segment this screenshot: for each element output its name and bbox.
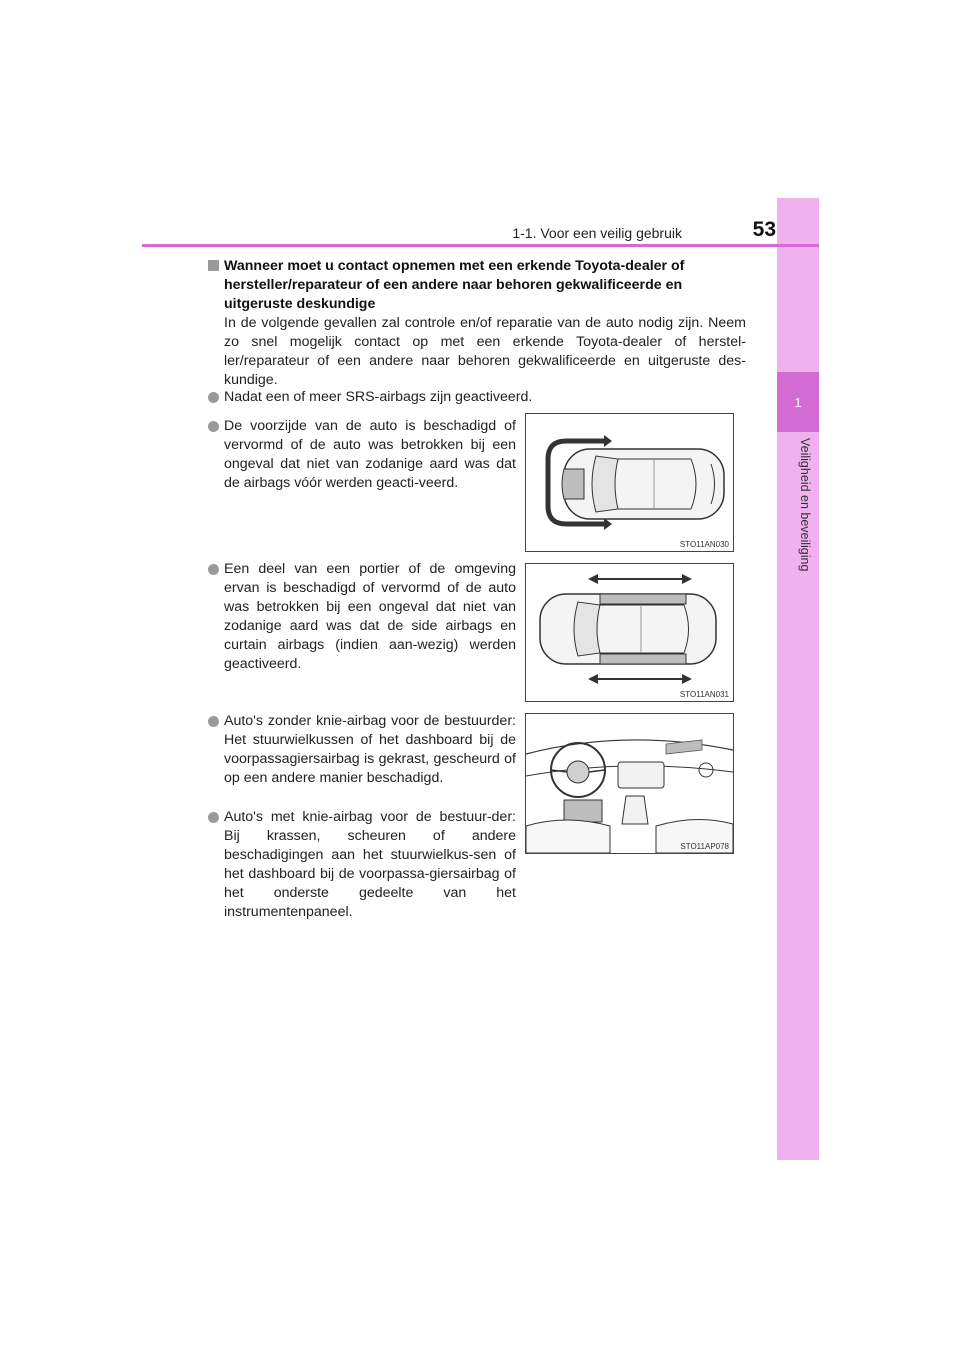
bullet-item [208,808,516,922]
figure-code: STO11AN030 [679,540,729,549]
side-impact-figure [525,563,734,702]
bullet-text: De voorzijde van de auto is beschadigd of vervormd of de auto was betrokken bij een ongeval dat niet van zodanige aard was dat de airbags vóór werden geacti-veerd. [224,418,516,491]
bullet-dot-icon [208,421,219,432]
header-rule [142,244,819,247]
bullet-dot-icon [208,812,219,823]
car-top-view-side-illustration [526,564,733,701]
bullet-text: Auto's zonder knie-airbag voor de bestuurder: Het stuurwielkussen of het dashboard bij de voorpassagiersairbag is gekrast, gescheurd of op een andere manier beschadigd. [224,713,516,786]
dashboard-figure [525,713,734,854]
bullet-text: Nadat een of meer SRS-airbags zijn geactiveerd. [224,389,533,405]
bullet-dot-icon [208,716,219,727]
section-title: 1-1. Voor een veilig gebruik [512,225,682,241]
chapter-label: Veiligheid en beveiliging [798,438,812,572]
chapter-number: 1 [777,372,819,432]
bullet-item [208,560,516,674]
heading-text: Wanneer moet u contact opnemen met een erkende Toyota-dealer of hersteller/reparateur of een andere naar behoren gekwalificeerde en uitgeruste deskundige [224,258,685,312]
bullet-text: Auto's met knie-airbag voor de bestuur-der: Bij krassen, scheuren of andere beschadigingen aan het stuurwielkus-sen of het dashboard bij de voorpassa-giersairbag of het onderste gedeelte van het instrumentenpaneel. [224,809,516,920]
bullet-dot-icon [208,392,219,403]
intro-paragraph: In de volgende gevallen zal controle en/of reparatie van de auto nodig zijn. Neem zo snel mogelijk contact op met een erkende Toyota-dealer of herstel-ler/reparateur of een andere naar behoren gekwalificeerde en uitgeruste des-kundige. [224,315,746,388]
bullet-item [208,388,748,407]
front-impact-figure [525,413,734,552]
side-tab [777,198,819,1160]
bullet-item [208,417,516,493]
figure-code: STO11AP078 [680,842,729,851]
bullet-square-icon [208,260,219,271]
bullet-text: Een deel van een portier of de omgeving ervan is beschadigd of vervormd of de auto was betrokken bij een ongeval dat niet van zodanige aard was dat de side airbags en curtain airbags (indien aan-wezig) werden geactiveerd. [224,561,516,672]
section-heading [208,257,748,314]
bullet-item [208,712,516,788]
bullet-dot-icon [208,564,219,575]
page-number: 53 [752,218,776,241]
figure-code: STO11AN031 [679,690,729,699]
car-top-view-front-illustration [526,414,733,551]
dashboard-interior-illustration [526,714,733,853]
